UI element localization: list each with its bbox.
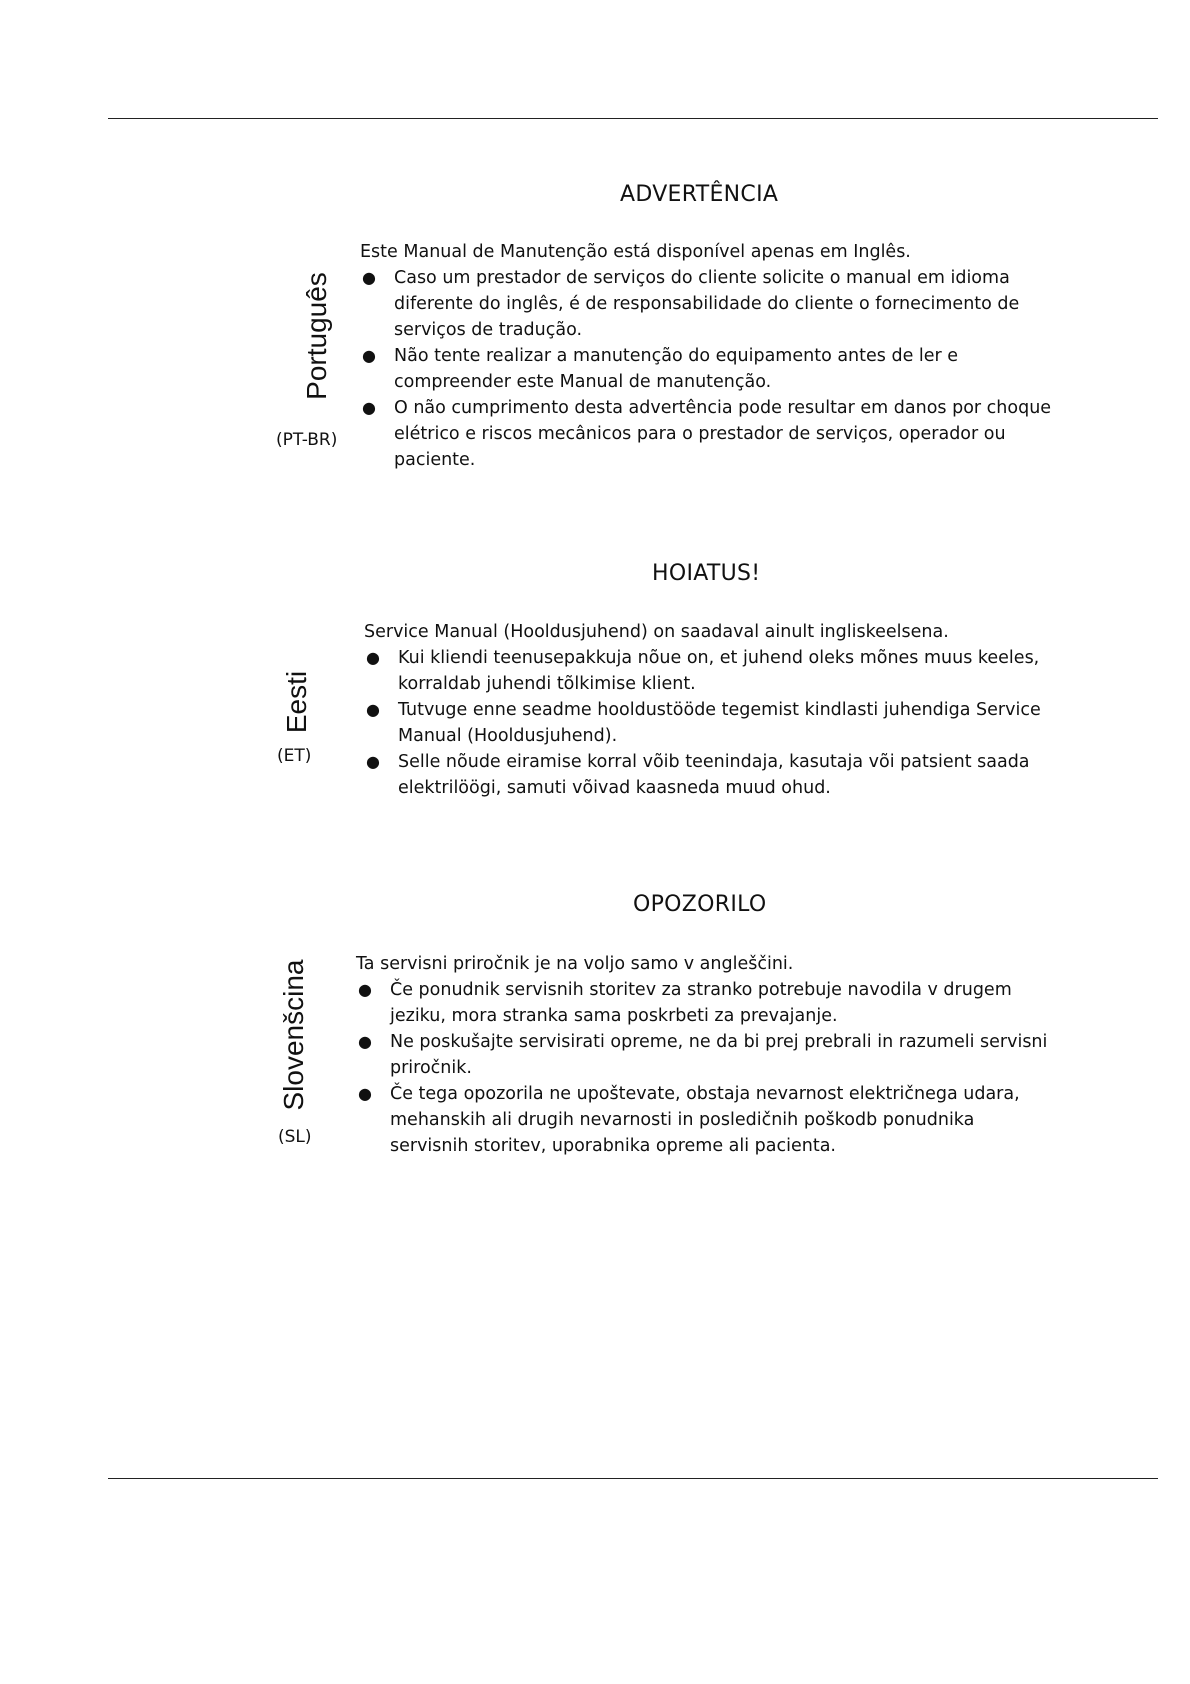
list-item: ● Ne poskušajte servisirati opreme, ne da bi prej prebrali in razumeli servisni priročnik. — [356, 1029, 1056, 1081]
warning-text — [360, 239, 1060, 473]
bullet-icon: ● — [358, 1032, 372, 1051]
bullet-icon: ● — [362, 346, 376, 365]
section-title: OPOZORILO — [633, 892, 767, 917]
warning-text — [364, 619, 1064, 801]
bullet-icon: ● — [366, 700, 380, 719]
list-item: ● O não cumprimento desta advertência pode resultar em danos por choque elétrico e riscos mecânicos para o prestador de serviços, operador ou paciente. — [360, 395, 1060, 473]
header-rule — [108, 118, 1158, 119]
list-item: ● Kui kliendi teenusepakkuja nõue on, et juhend oleks mõnes muus keeles, korraldab juhendi tõlkimise klient. — [364, 645, 1064, 697]
bullet-list — [364, 645, 1064, 801]
lead-sentence: Ta servisni priročnik je na voljo samo v angleščini. — [356, 954, 794, 974]
list-item: ● Selle nõude eiramise korral võib teenindaja, kasutaja või patsient saada elektrilöögi, samuti võivad kaasneda muud ohud. — [364, 749, 1064, 801]
language-label: Português — [301, 272, 332, 400]
language-label: Slovenšcina — [278, 959, 309, 1111]
bullet-icon: ● — [362, 268, 376, 287]
list-item: ● Tutvuge enne seadme hooldustööde tegemist kindlasti juhendiga Service Manual (Hooldusjuhend). — [364, 697, 1064, 749]
bullet-list — [360, 265, 1060, 473]
footer-rule — [108, 1478, 1158, 1479]
bullet-icon: ● — [358, 1084, 372, 1103]
warning-text — [356, 951, 1056, 1159]
list-item: ● Não tente realizar a manutenção do equipamento antes de ler e compreender este Manual de manutenção. — [360, 343, 1060, 395]
bullet-icon: ● — [362, 398, 376, 417]
section-title: ADVERTÊNCIA — [620, 182, 779, 207]
lead-sentence: Service Manual (Hooldusjuhend) on saadaval ainult ingliskeelsena. — [364, 622, 949, 642]
language-code: (PT-BR) — [276, 430, 338, 450]
language-code: (SL) — [278, 1127, 312, 1147]
bullet-list — [356, 977, 1056, 1159]
list-item: ● Če tega opozorila ne upoštevate, obstaja nevarnost električnega udara, mehanskih ali drugih nevarnosti in posledičnih poškodb ponudnika servisnih storitev, uporabnika opreme ali pacienta. — [356, 1081, 1056, 1159]
section-title: HOIATUS! — [652, 561, 761, 586]
language-code: (ET) — [277, 746, 312, 766]
list-item: ● Caso um prestador de serviços do cliente solicite o manual em idioma diferente do inglês, é de responsabilidade do cliente o fornecimento de serviços de tradução. — [360, 265, 1060, 343]
lead-sentence: Este Manual de Manutenção está disponível apenas em Inglês. — [360, 242, 911, 262]
language-label: Eesti — [281, 670, 312, 734]
bullet-icon: ● — [366, 648, 380, 667]
bullet-icon: ● — [366, 752, 380, 771]
list-item: ● Če ponudnik servisnih storitev za stranko potrebuje navodila v drugem jeziku, mora stranka sama poskrbeti za prevajanje. — [356, 977, 1056, 1029]
bullet-icon: ● — [358, 980, 372, 999]
